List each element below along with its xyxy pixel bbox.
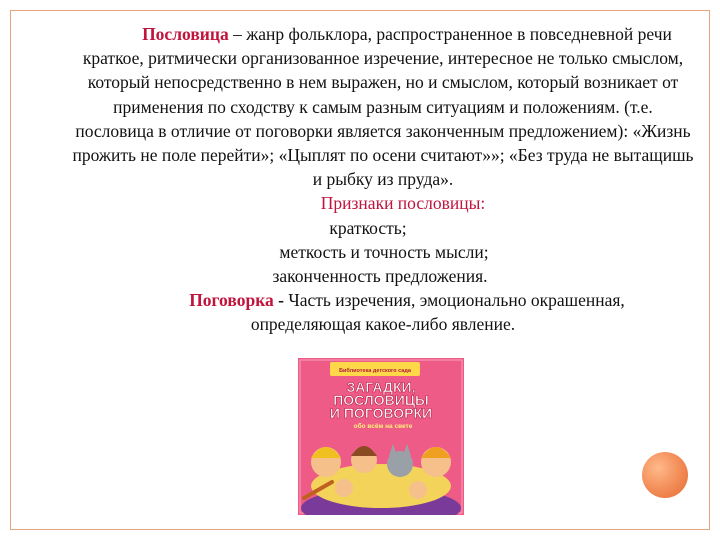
saying-definition-text: Часть изречения, эмоционально окрашенная, определяющая какое-либо явление.: [250, 290, 625, 335]
signs-item: краткость;: [329, 217, 407, 238]
book-title-line: ПОСЛОВИЦЫ: [333, 392, 429, 408]
signs-heading: [72, 191, 694, 215]
book-title-line: ЗАГАДКИ,: [346, 379, 416, 395]
signs-item: меткость и точность мысли;: [279, 241, 489, 262]
saying-term: Поговорка: [189, 290, 274, 311]
slide-content: [72, 22, 694, 337]
saying-definition: [72, 288, 694, 336]
saying-dash: -: [273, 290, 284, 311]
signs-item: законченность предложения.: [272, 266, 488, 287]
book-title-line: И ПОГОВОРКИ: [329, 405, 433, 421]
proverb-term: Пословица: [142, 24, 229, 44]
decorative-circle: [642, 452, 688, 498]
book-series: Библиотека детского сада: [339, 368, 411, 374]
book-cover-image: [296, 358, 466, 515]
proverb-definition-text: – жанр фольклора, распространенное в повседневной речи краткое, ритмически организованное изречение, интересное не только смыслом, который непосредственно в нем выражен, но и смыслом, который возникает от применения по сходству к самым разным ситуациям и положениям. (т.е. пословица в отличие от поговорки является законченным предложением): «Жизнь прожить не поле перейти»; «Цыплят по осени считают»»; «Без труда не вытащишь и рыбку из пруда».: [72, 24, 694, 190]
proverb-definition: [72, 22, 694, 191]
book-subtitle: обо всём на свете: [353, 423, 413, 430]
signs-heading-text: Признаки пословицы:: [320, 193, 486, 214]
